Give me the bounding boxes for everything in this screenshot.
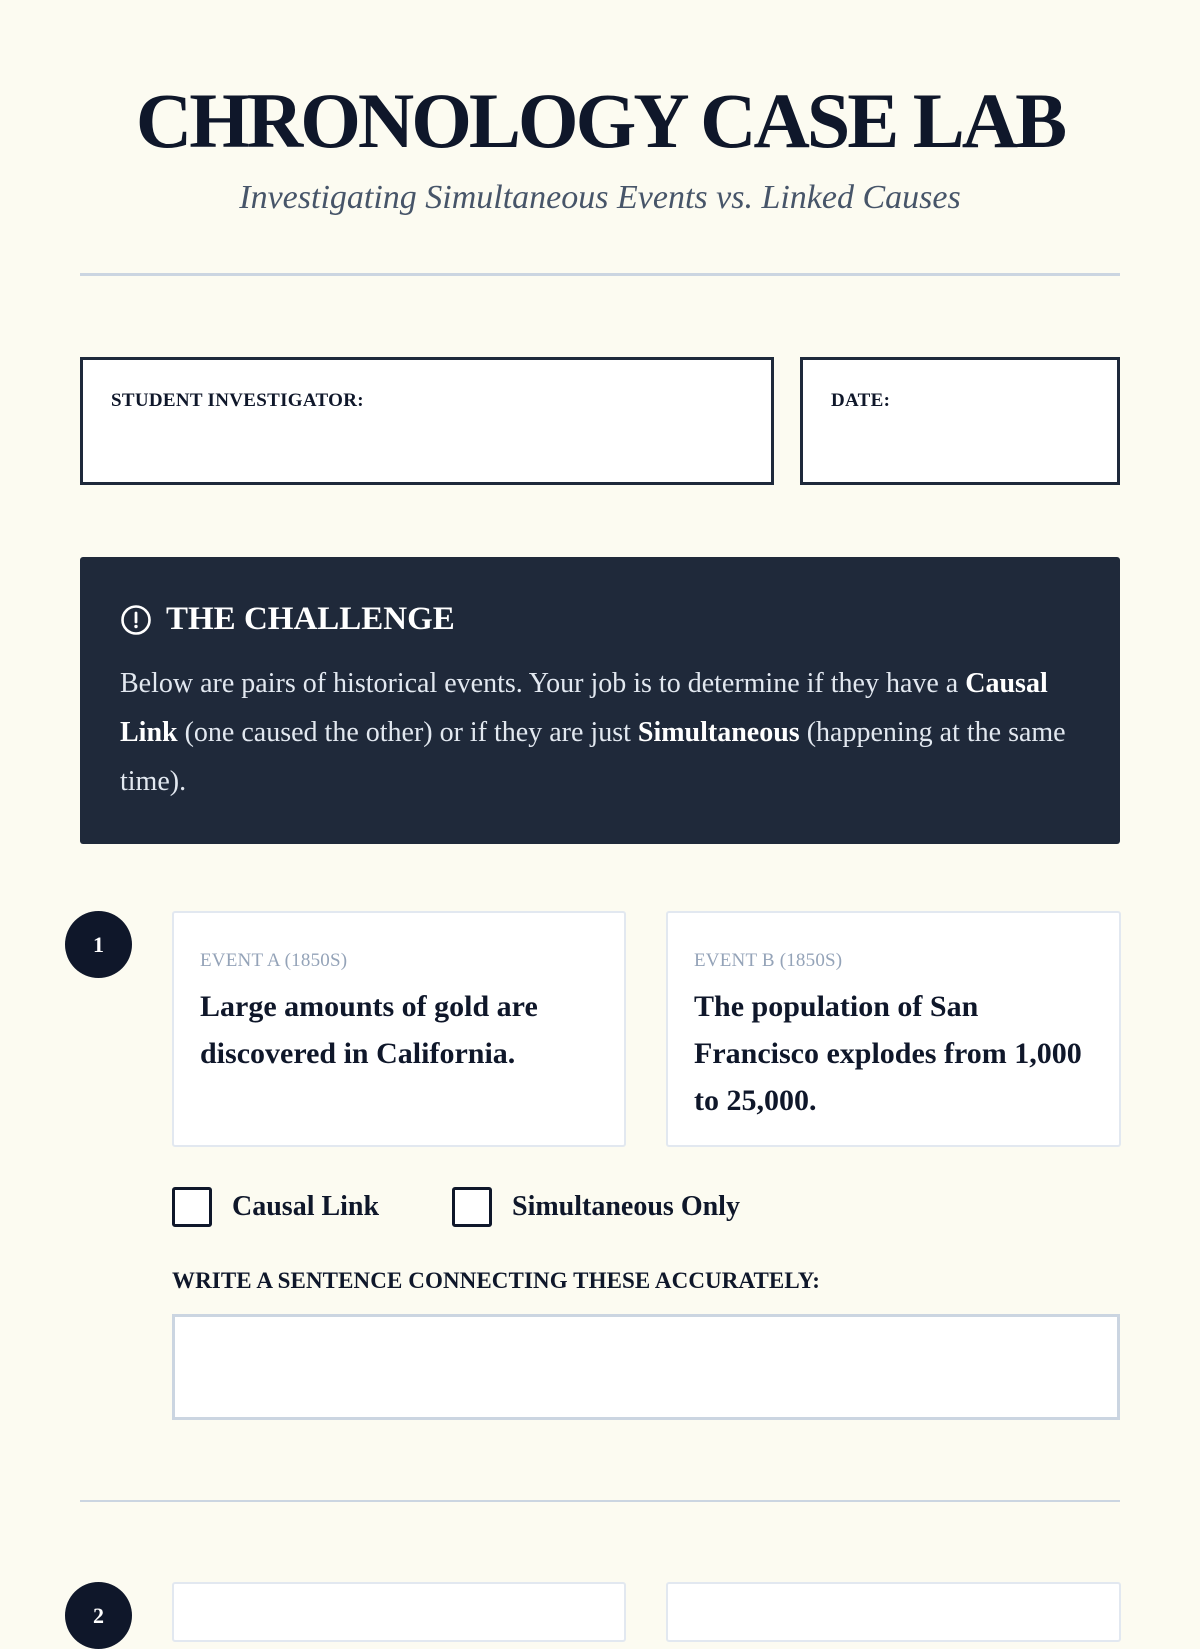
challenge-text-part2: (one caused the other) or if they are just: [184, 717, 631, 748]
title-divider: [80, 273, 1120, 276]
student-investigator-label: STUDENT INVESTIGATOR:: [111, 390, 364, 411]
event-b-label: EVENT B (1850S): [694, 950, 843, 971]
challenge-panel: [80, 557, 1120, 844]
sentence-prompt: WRITE A SENTENCE CONNECTING THESE ACCURATELY:: [172, 1268, 821, 1293]
event-a-label: EVENT A (1850S): [200, 950, 348, 971]
date-label: DATE:: [831, 390, 891, 411]
event-b-text: The population of San Francisco explodes from 1,000 to 25,000.: [694, 990, 1082, 1117]
date-field[interactable]: [800, 357, 1120, 485]
event-a-text: Large amounts of gold are discovered in California.: [200, 990, 538, 1070]
event-b-card: [666, 1582, 1121, 1642]
event-a-card: [172, 911, 626, 1147]
item-number-badge: 1: [65, 911, 132, 978]
causal-link-option[interactable]: [172, 1187, 379, 1227]
event-b-card: [666, 911, 1121, 1147]
page-subtitle: Investigating Simultaneous Events vs. Linked Causes: [239, 179, 961, 216]
page-title: CHRONOLOGY CASE LAB: [135, 77, 1065, 164]
event-a-card: [172, 1582, 626, 1642]
term-causal-link: Causal Link: [120, 668, 1048, 748]
item-number-badge: 2: [65, 1582, 132, 1649]
sentence-input[interactable]: [172, 1314, 1120, 1420]
simultaneous-only-checkbox[interactable]: [452, 1187, 492, 1227]
challenge-text-part3: (happening at the same time).: [120, 717, 1066, 797]
simultaneous-only-label: Simultaneous Only: [512, 1191, 740, 1222]
challenge-heading: [120, 599, 1080, 639]
info-circle-icon: [120, 604, 152, 636]
item-divider: [80, 1500, 1120, 1502]
simultaneous-only-option[interactable]: [452, 1187, 740, 1227]
challenge-description: [120, 659, 1080, 806]
challenge-heading-text: THE CHALLENGE: [166, 601, 455, 637]
student-investigator-field[interactable]: [80, 357, 774, 485]
causal-link-checkbox[interactable]: [172, 1187, 212, 1227]
causal-link-label: Causal Link: [232, 1191, 380, 1222]
term-simultaneous: Simultaneous: [637, 717, 800, 748]
challenge-text-part1: Below are pairs of historical events. Your job is to determine if they have a: [120, 668, 959, 699]
